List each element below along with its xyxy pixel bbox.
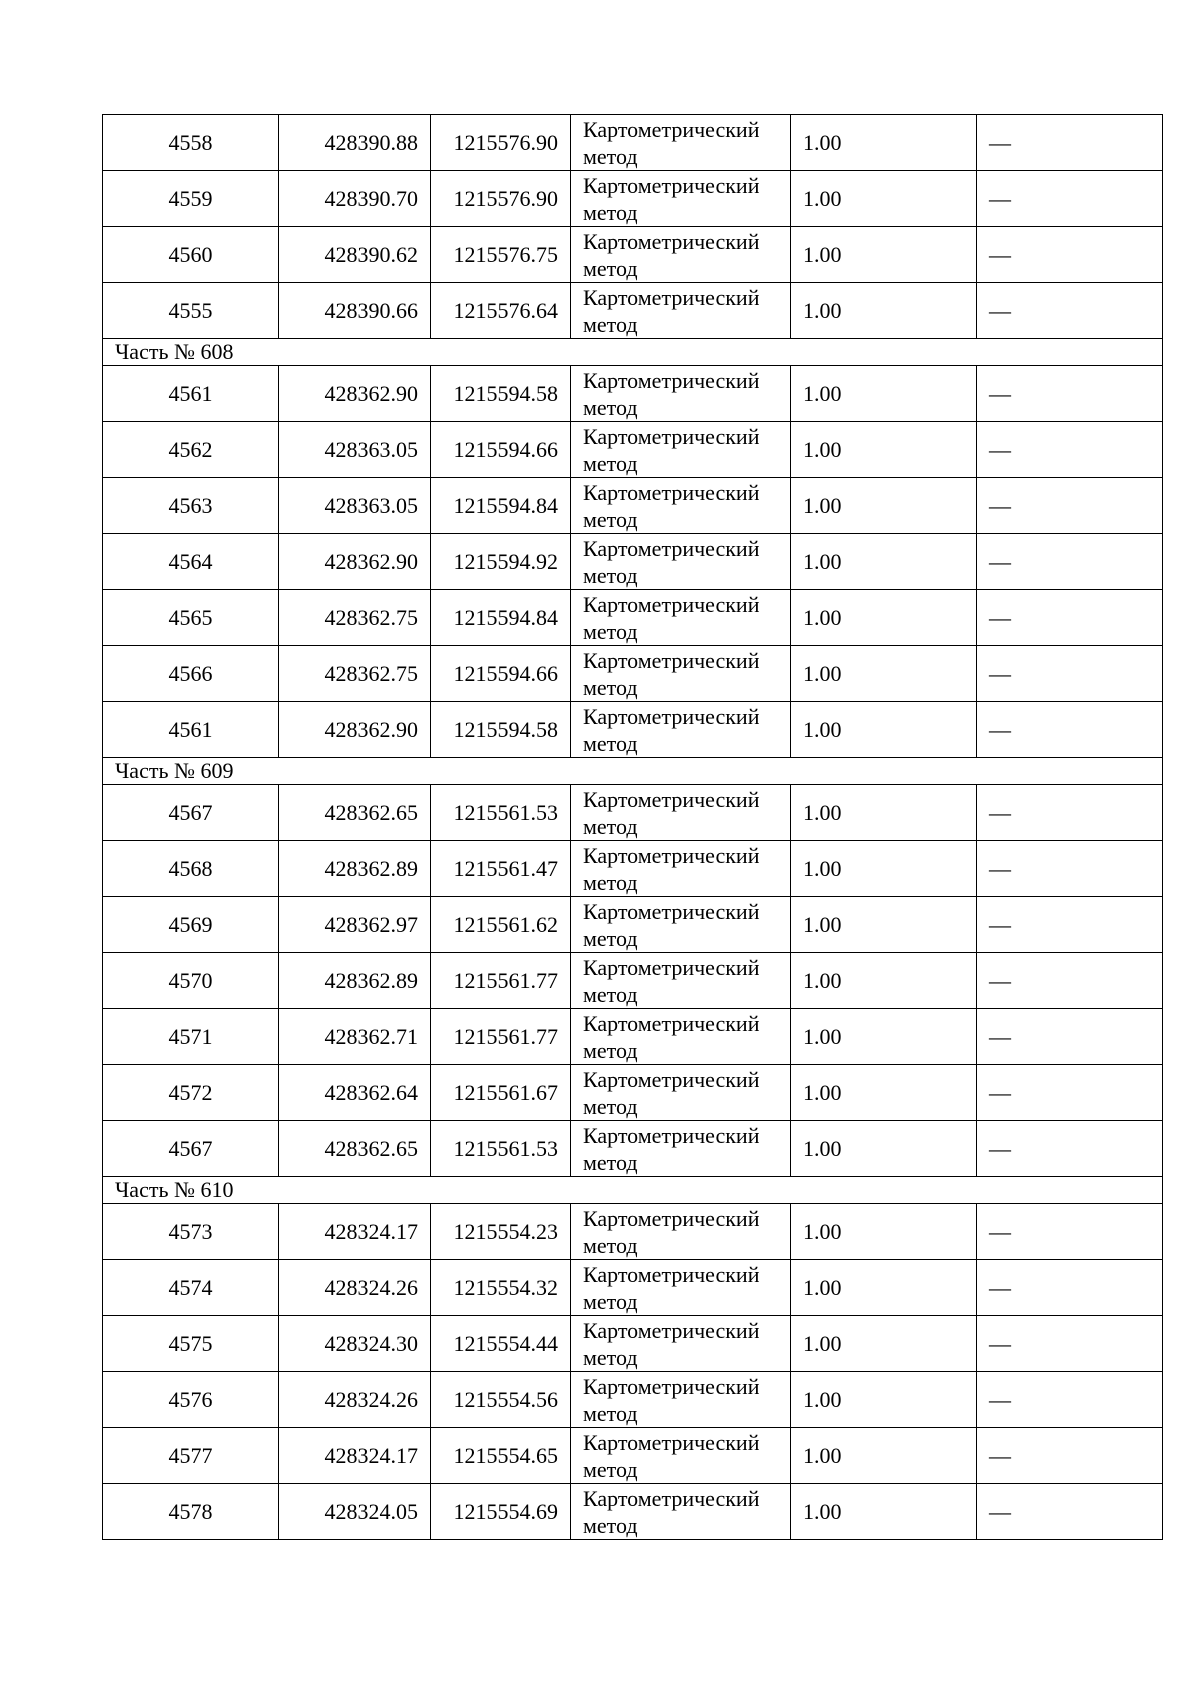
- accuracy-cell: 1.00: [791, 283, 977, 339]
- x-coordinate-cell: 428362.90: [279, 702, 431, 758]
- table-row: [103, 422, 1163, 478]
- part-header-row: [103, 1177, 1163, 1204]
- accuracy-cell: 1.00: [791, 646, 977, 702]
- table-row: [103, 227, 1163, 283]
- table-row: [103, 1065, 1163, 1121]
- note-cell: —: [977, 953, 1163, 1009]
- method-line-2: метод: [583, 1456, 638, 1482]
- method-line-1: Картометрический: [583, 228, 760, 254]
- table-row: [103, 590, 1163, 646]
- note-cell: —: [977, 1260, 1163, 1316]
- x-coordinate-cell: 428362.90: [279, 534, 431, 590]
- note-cell: —: [977, 841, 1163, 897]
- method-cell: [571, 422, 791, 478]
- x-coordinate-cell: 428362.65: [279, 1121, 431, 1177]
- x-coordinate-cell: 428362.97: [279, 897, 431, 953]
- y-coordinate-cell: 1215554.32: [431, 1260, 571, 1316]
- note-cell: —: [977, 422, 1163, 478]
- accuracy-cell: 1.00: [791, 1316, 977, 1372]
- method-line-1: Картометрический: [583, 1205, 760, 1231]
- accuracy-cell: 1.00: [791, 841, 977, 897]
- table-row: [103, 1428, 1163, 1484]
- method-line-2: метод: [583, 199, 638, 225]
- note-cell: —: [977, 1121, 1163, 1177]
- table-row: [103, 841, 1163, 897]
- point-number-cell: 4570: [103, 953, 279, 1009]
- y-coordinate-cell: 1215594.92: [431, 534, 571, 590]
- note-cell: —: [977, 366, 1163, 422]
- x-coordinate-cell: 428324.26: [279, 1372, 431, 1428]
- point-number-cell: 4562: [103, 422, 279, 478]
- point-number-cell: 4558: [103, 115, 279, 171]
- note-cell: —: [977, 897, 1163, 953]
- note-cell: —: [977, 1484, 1163, 1540]
- table-row: [103, 1204, 1163, 1260]
- point-number-cell: 4575: [103, 1316, 279, 1372]
- table-row: [103, 1316, 1163, 1372]
- x-coordinate-cell: 428324.30: [279, 1316, 431, 1372]
- method-line-2: метод: [583, 674, 638, 700]
- method-line-2: метод: [583, 1344, 638, 1370]
- part-label: Часть № 608: [103, 339, 1163, 366]
- method-cell: [571, 1204, 791, 1260]
- method-cell: [571, 115, 791, 171]
- method-line-1: Картометрический: [583, 1261, 760, 1287]
- method-line-2: метод: [583, 1093, 638, 1119]
- point-number-cell: 4574: [103, 1260, 279, 1316]
- part-label: Часть № 609: [103, 758, 1163, 785]
- method-cell: [571, 283, 791, 339]
- method-line-2: метод: [583, 981, 638, 1007]
- method-cell: [571, 1316, 791, 1372]
- table-row: [103, 897, 1163, 953]
- method-line-2: метод: [583, 506, 638, 532]
- y-coordinate-cell: 1215561.77: [431, 1009, 571, 1065]
- accuracy-cell: 1.00: [791, 1009, 977, 1065]
- table-row: [103, 1009, 1163, 1065]
- point-number-cell: 4560: [103, 227, 279, 283]
- accuracy-cell: 1.00: [791, 1372, 977, 1428]
- note-cell: —: [977, 1204, 1163, 1260]
- point-number-cell: 4561: [103, 702, 279, 758]
- x-coordinate-cell: 428362.65: [279, 785, 431, 841]
- part-label: Часть № 610: [103, 1177, 1163, 1204]
- method-cell: [571, 1009, 791, 1065]
- y-coordinate-cell: 1215576.64: [431, 283, 571, 339]
- method-line-1: Картометрический: [583, 898, 760, 924]
- method-line-2: метод: [583, 143, 638, 169]
- note-cell: —: [977, 227, 1163, 283]
- accuracy-cell: 1.00: [791, 953, 977, 1009]
- point-number-cell: 4559: [103, 171, 279, 227]
- table-row: [103, 1372, 1163, 1428]
- table-row: [103, 953, 1163, 1009]
- method-line-1: Картометрический: [583, 367, 760, 393]
- point-number-cell: 4563: [103, 478, 279, 534]
- accuracy-cell: 1.00: [791, 1065, 977, 1121]
- method-cell: [571, 1428, 791, 1484]
- x-coordinate-cell: 428390.62: [279, 227, 431, 283]
- x-coordinate-cell: 428390.88: [279, 115, 431, 171]
- table-row: [103, 478, 1163, 534]
- method-cell: [571, 702, 791, 758]
- method-line-2: метод: [583, 311, 638, 337]
- part-header-row: [103, 339, 1163, 366]
- method-line-2: метод: [583, 1288, 638, 1314]
- x-coordinate-cell: 428362.90: [279, 366, 431, 422]
- method-line-2: метод: [583, 869, 638, 895]
- method-line-2: метод: [583, 925, 638, 951]
- note-cell: —: [977, 283, 1163, 339]
- table-row: [103, 785, 1163, 841]
- table-row: [103, 534, 1163, 590]
- x-coordinate-cell: 428363.05: [279, 478, 431, 534]
- y-coordinate-cell: 1215554.65: [431, 1428, 571, 1484]
- method-line-1: Картометрический: [583, 954, 760, 980]
- x-coordinate-cell: 428362.89: [279, 841, 431, 897]
- method-line-1: Картометрический: [583, 591, 760, 617]
- method-line-2: метод: [583, 618, 638, 644]
- x-coordinate-cell: 428324.26: [279, 1260, 431, 1316]
- table-row: [103, 1484, 1163, 1540]
- point-number-cell: 4571: [103, 1009, 279, 1065]
- table-row: [103, 171, 1163, 227]
- method-line-1: Картометрический: [583, 1485, 760, 1511]
- method-line-1: Картометрический: [583, 284, 760, 310]
- method-cell: [571, 1065, 791, 1121]
- table-row: [103, 1121, 1163, 1177]
- method-cell: [571, 366, 791, 422]
- x-coordinate-cell: 428324.05: [279, 1484, 431, 1540]
- method-cell: [571, 171, 791, 227]
- method-line-1: Картометрический: [583, 1010, 760, 1036]
- method-line-1: Картометрический: [583, 786, 760, 812]
- y-coordinate-cell: 1215594.66: [431, 646, 571, 702]
- y-coordinate-cell: 1215561.62: [431, 897, 571, 953]
- method-line-2: метод: [583, 1149, 638, 1175]
- point-number-cell: 4569: [103, 897, 279, 953]
- accuracy-cell: 1.00: [791, 366, 977, 422]
- y-coordinate-cell: 1215554.56: [431, 1372, 571, 1428]
- point-number-cell: 4576: [103, 1372, 279, 1428]
- method-cell: [571, 1121, 791, 1177]
- method-cell: [571, 1260, 791, 1316]
- point-number-cell: 4561: [103, 366, 279, 422]
- coordinates-table: [102, 114, 1163, 1540]
- note-cell: —: [977, 1372, 1163, 1428]
- method-line-1: Картометрический: [583, 535, 760, 561]
- point-number-cell: 4572: [103, 1065, 279, 1121]
- method-line-2: метод: [583, 1037, 638, 1063]
- x-coordinate-cell: 428390.70: [279, 171, 431, 227]
- note-cell: —: [977, 1316, 1163, 1372]
- accuracy-cell: 1.00: [791, 1428, 977, 1484]
- x-coordinate-cell: 428362.64: [279, 1065, 431, 1121]
- y-coordinate-cell: 1215576.90: [431, 171, 571, 227]
- y-coordinate-cell: 1215576.90: [431, 115, 571, 171]
- x-coordinate-cell: 428362.71: [279, 1009, 431, 1065]
- method-line-1: Картометрический: [583, 842, 760, 868]
- accuracy-cell: 1.00: [791, 115, 977, 171]
- y-coordinate-cell: 1215594.84: [431, 478, 571, 534]
- accuracy-cell: 1.00: [791, 1204, 977, 1260]
- table-row: [103, 1260, 1163, 1316]
- x-coordinate-cell: 428324.17: [279, 1428, 431, 1484]
- table-row: [103, 702, 1163, 758]
- method-line-1: Картометрический: [583, 1317, 760, 1343]
- method-line-1: Картометрический: [583, 1066, 760, 1092]
- method-line-2: метод: [583, 730, 638, 756]
- x-coordinate-cell: 428362.75: [279, 590, 431, 646]
- method-line-1: Картометрический: [583, 479, 760, 505]
- x-coordinate-cell: 428324.17: [279, 1204, 431, 1260]
- method-cell: [571, 534, 791, 590]
- point-number-cell: 4565: [103, 590, 279, 646]
- y-coordinate-cell: 1215554.69: [431, 1484, 571, 1540]
- method-cell: [571, 1372, 791, 1428]
- accuracy-cell: 1.00: [791, 534, 977, 590]
- point-number-cell: 4555: [103, 283, 279, 339]
- method-line-1: Картометрический: [583, 647, 760, 673]
- table-row: [103, 115, 1163, 171]
- point-number-cell: 4566: [103, 646, 279, 702]
- coordinates-table-body: [103, 115, 1163, 1540]
- method-cell: [571, 1484, 791, 1540]
- method-cell: [571, 953, 791, 1009]
- y-coordinate-cell: 1215594.66: [431, 422, 571, 478]
- method-line-2: метод: [583, 1232, 638, 1258]
- x-coordinate-cell: 428390.66: [279, 283, 431, 339]
- note-cell: —: [977, 785, 1163, 841]
- note-cell: —: [977, 646, 1163, 702]
- x-coordinate-cell: 428362.75: [279, 646, 431, 702]
- method-line-2: метод: [583, 562, 638, 588]
- method-cell: [571, 227, 791, 283]
- table-row: [103, 283, 1163, 339]
- accuracy-cell: 1.00: [791, 422, 977, 478]
- y-coordinate-cell: 1215561.53: [431, 1121, 571, 1177]
- method-line-1: Картометрический: [583, 1429, 760, 1455]
- note-cell: —: [977, 1428, 1163, 1484]
- method-line-2: метод: [583, 394, 638, 420]
- y-coordinate-cell: 1215554.23: [431, 1204, 571, 1260]
- note-cell: —: [977, 590, 1163, 646]
- y-coordinate-cell: 1215594.58: [431, 702, 571, 758]
- method-line-1: Картометрический: [583, 703, 760, 729]
- method-cell: [571, 841, 791, 897]
- note-cell: —: [977, 534, 1163, 590]
- point-number-cell: 4578: [103, 1484, 279, 1540]
- y-coordinate-cell: 1215594.84: [431, 590, 571, 646]
- accuracy-cell: 1.00: [791, 590, 977, 646]
- note-cell: —: [977, 115, 1163, 171]
- method-cell: [571, 478, 791, 534]
- y-coordinate-cell: 1215561.53: [431, 785, 571, 841]
- point-number-cell: 4567: [103, 1121, 279, 1177]
- y-coordinate-cell: 1215576.75: [431, 227, 571, 283]
- y-coordinate-cell: 1215554.44: [431, 1316, 571, 1372]
- y-coordinate-cell: 1215561.77: [431, 953, 571, 1009]
- note-cell: —: [977, 478, 1163, 534]
- y-coordinate-cell: 1215561.47: [431, 841, 571, 897]
- accuracy-cell: 1.00: [791, 1260, 977, 1316]
- accuracy-cell: 1.00: [791, 227, 977, 283]
- accuracy-cell: 1.00: [791, 897, 977, 953]
- method-cell: [571, 590, 791, 646]
- note-cell: —: [977, 1009, 1163, 1065]
- method-cell: [571, 646, 791, 702]
- method-cell: [571, 785, 791, 841]
- method-line-1: Картометрический: [583, 423, 760, 449]
- y-coordinate-cell: 1215594.58: [431, 366, 571, 422]
- x-coordinate-cell: 428362.89: [279, 953, 431, 1009]
- table-row: [103, 646, 1163, 702]
- method-cell: [571, 897, 791, 953]
- method-line-1: Картометрический: [583, 1373, 760, 1399]
- y-coordinate-cell: 1215561.67: [431, 1065, 571, 1121]
- method-line-1: Картометрический: [583, 116, 760, 142]
- accuracy-cell: 1.00: [791, 171, 977, 227]
- accuracy-cell: 1.00: [791, 478, 977, 534]
- point-number-cell: 4573: [103, 1204, 279, 1260]
- method-line-1: Картометрический: [583, 1122, 760, 1148]
- accuracy-cell: 1.00: [791, 702, 977, 758]
- point-number-cell: 4577: [103, 1428, 279, 1484]
- point-number-cell: 4568: [103, 841, 279, 897]
- accuracy-cell: 1.00: [791, 785, 977, 841]
- method-line-2: метод: [583, 255, 638, 281]
- method-line-2: метод: [583, 813, 638, 839]
- note-cell: —: [977, 1065, 1163, 1121]
- note-cell: —: [977, 702, 1163, 758]
- note-cell: —: [977, 171, 1163, 227]
- method-line-1: Картометрический: [583, 172, 760, 198]
- method-line-2: метод: [583, 1512, 638, 1538]
- point-number-cell: 4564: [103, 534, 279, 590]
- accuracy-cell: 1.00: [791, 1484, 977, 1540]
- method-line-2: метод: [583, 1400, 638, 1426]
- method-line-2: метод: [583, 450, 638, 476]
- x-coordinate-cell: 428363.05: [279, 422, 431, 478]
- part-header-row: [103, 758, 1163, 785]
- accuracy-cell: 1.00: [791, 1121, 977, 1177]
- table-row: [103, 366, 1163, 422]
- point-number-cell: 4567: [103, 785, 279, 841]
